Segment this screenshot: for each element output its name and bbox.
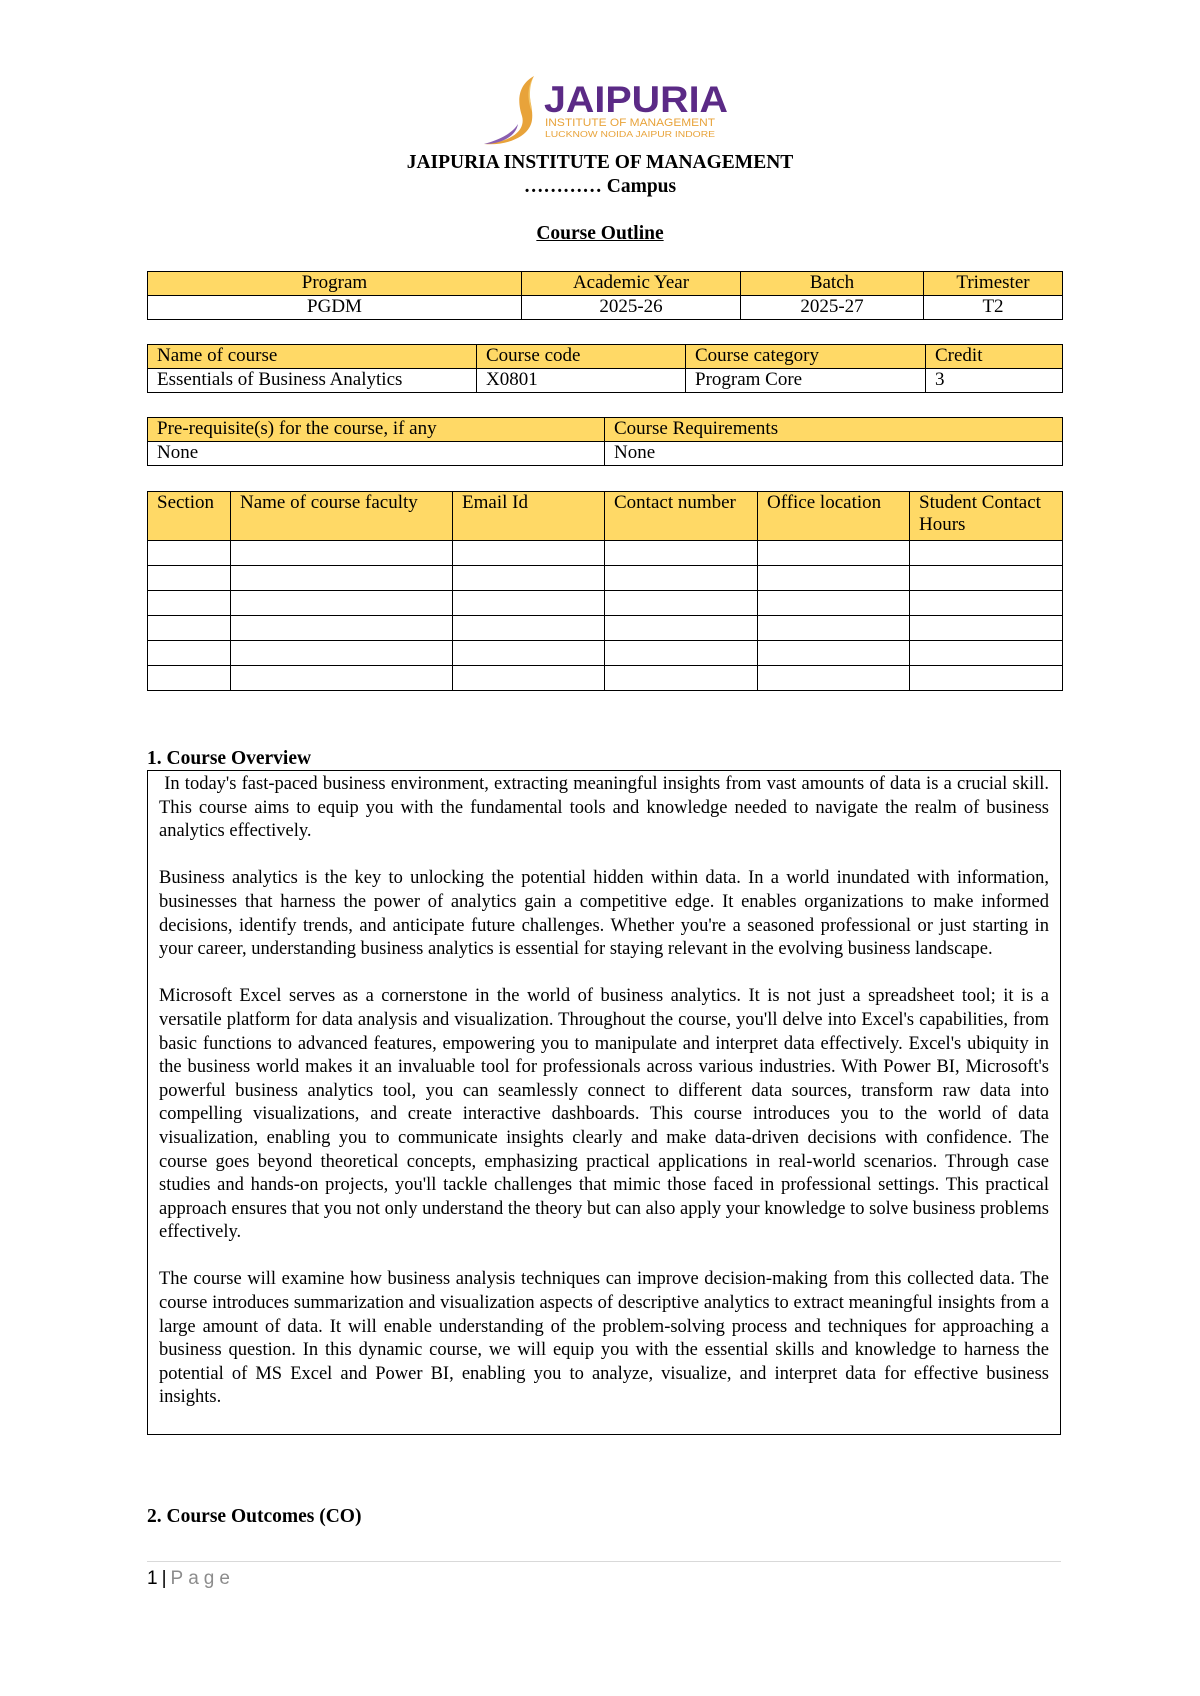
overview-paragraph: Microsoft Excel serves as a cornerstone in the world of business analytics. It is not just a spreadsheet tool; it is a versatile platform for data analysis and visualization. Throughout the course, you'll delve into Excel's capabilities, from basic functions to advanced features, empowering you to manipulate and interpret data effectively. Excel's ubiquity in the business world makes it an invaluable tool for professionals across various industries. With Power BI, Microsoft's powerful business analytics tool, you can seamlessly connect to different data sources, transform raw data into compelling visualizations, and create interactive dashboards. This course introduces you to the world of data visualization, enabling you to communicate insights clearly and make data-driven decisions with confidence. The course goes beyond theoretical concepts, emphasizing practical applications in real-world scenarios. Through case studies and hands-on projects, you'll tackle challenges that mimic those faced in professional settings. This practical approach ensures that you not only understand the theory but can also apply your knowledge to solve business problems effectively.	[159, 986, 1049, 1243]
table-row	[148, 591, 1063, 616]
trimester-header: Trimester	[924, 272, 1063, 296]
page-footer	[147, 1568, 235, 1590]
prerequisite-header: Pre-requisite(s) for the course, if any	[148, 418, 605, 442]
overview-paragraph: Business analytics is the key to unlocking the potential hidden within data. In a world inundated with information, businesses that harness the power of analytics gain a competitive edge. It enables organizations to make informed decisions, identify trends, and anticipate future challenges. Whether you're a seasoned professional or just starting in your career, understanding business analytics is essential for staying relevant in the evolving business landscape.	[159, 868, 1049, 960]
contact-number-header: Contact number	[605, 492, 758, 541]
footer-separator: |	[161, 1568, 167, 1589]
faculty-name-header: Name of course faculty	[231, 492, 453, 541]
course-table	[147, 344, 1063, 393]
overview-paragraph: In today's fast-paced business environment, extracting meaningful insights from vast amounts of data is a crucial skill. This course aims to equip you with the fundamental tools and knowledge needed to navigate the realm of business analytics effectively.	[159, 774, 1054, 842]
section-header: Section	[148, 492, 231, 541]
course-overview-heading: 1. Course Overview	[147, 748, 312, 769]
jaipuria-logo	[478, 74, 730, 148]
page-number: 1	[147, 1568, 158, 1589]
credit-header: Credit	[926, 345, 1063, 369]
page-label: Page	[170, 1568, 235, 1589]
logo-subtitle: INSTITUTE OF MANAGEMENT	[545, 117, 716, 129]
course-outcomes-heading: 2. Course Outcomes (CO)	[147, 1506, 362, 1527]
course-overview-box	[147, 770, 1061, 1435]
program-header: Program	[148, 272, 522, 296]
footer-divider	[147, 1561, 1061, 1562]
table-row	[148, 666, 1063, 691]
document-title: Course Outline	[536, 223, 664, 244]
email-header: Email Id	[453, 492, 605, 541]
contact-hours-header: Student Contact Hours	[910, 492, 1063, 541]
course-category-value: Program Core	[686, 369, 926, 393]
table-row	[148, 641, 1063, 666]
course-name-header: Name of course	[148, 345, 477, 369]
overview-paragraph: The course will examine how business analysis techniques can improve decision-making from this collected data. The course introduces summarization and visualization aspects of descriptive analytics to extract meaningful insights from a large amount of data. It will enable understanding of the problem-solving process and techniques for approaching a business question. In this dynamic course, we will equip you with the essential skills and knowledge to harness the potential of MS Excel and Power BI, enabling you to analyze, visualize, and interpret data for effective business insights.	[159, 1269, 1049, 1408]
program-table	[147, 271, 1063, 320]
course-code-header: Course code	[477, 345, 686, 369]
logo-cities: LUCKNOW NOIDA JAIPUR INDORE	[545, 130, 715, 139]
credit-value: 3	[926, 369, 1063, 393]
academic-year-value: 2025-26	[522, 296, 741, 320]
course-code-value: X0801	[477, 369, 686, 393]
batch-header: Batch	[741, 272, 924, 296]
program-value: PGDM	[148, 296, 522, 320]
logo-wordmark: JAIPURIA	[544, 79, 728, 120]
course-name-value: Essentials of Business Analytics	[148, 369, 477, 393]
institute-name: JAIPURIA INSTITUTE OF MANAGEMENT	[406, 152, 794, 173]
batch-value: 2025-27	[741, 296, 924, 320]
table-row	[148, 541, 1063, 566]
faculty-table	[147, 491, 1063, 691]
campus-line: ………… Campus	[523, 176, 677, 197]
prerequisite-table	[147, 417, 1063, 466]
course-category-header: Course category	[686, 345, 926, 369]
requirements-header: Course Requirements	[605, 418, 1063, 442]
requirements-value: None	[605, 442, 1063, 466]
trimester-value: T2	[924, 296, 1063, 320]
academic-year-header: Academic Year	[522, 272, 741, 296]
office-location-header: Office location	[758, 492, 910, 541]
table-row	[148, 616, 1063, 641]
prerequisite-value: None	[148, 442, 605, 466]
table-row	[148, 566, 1063, 591]
